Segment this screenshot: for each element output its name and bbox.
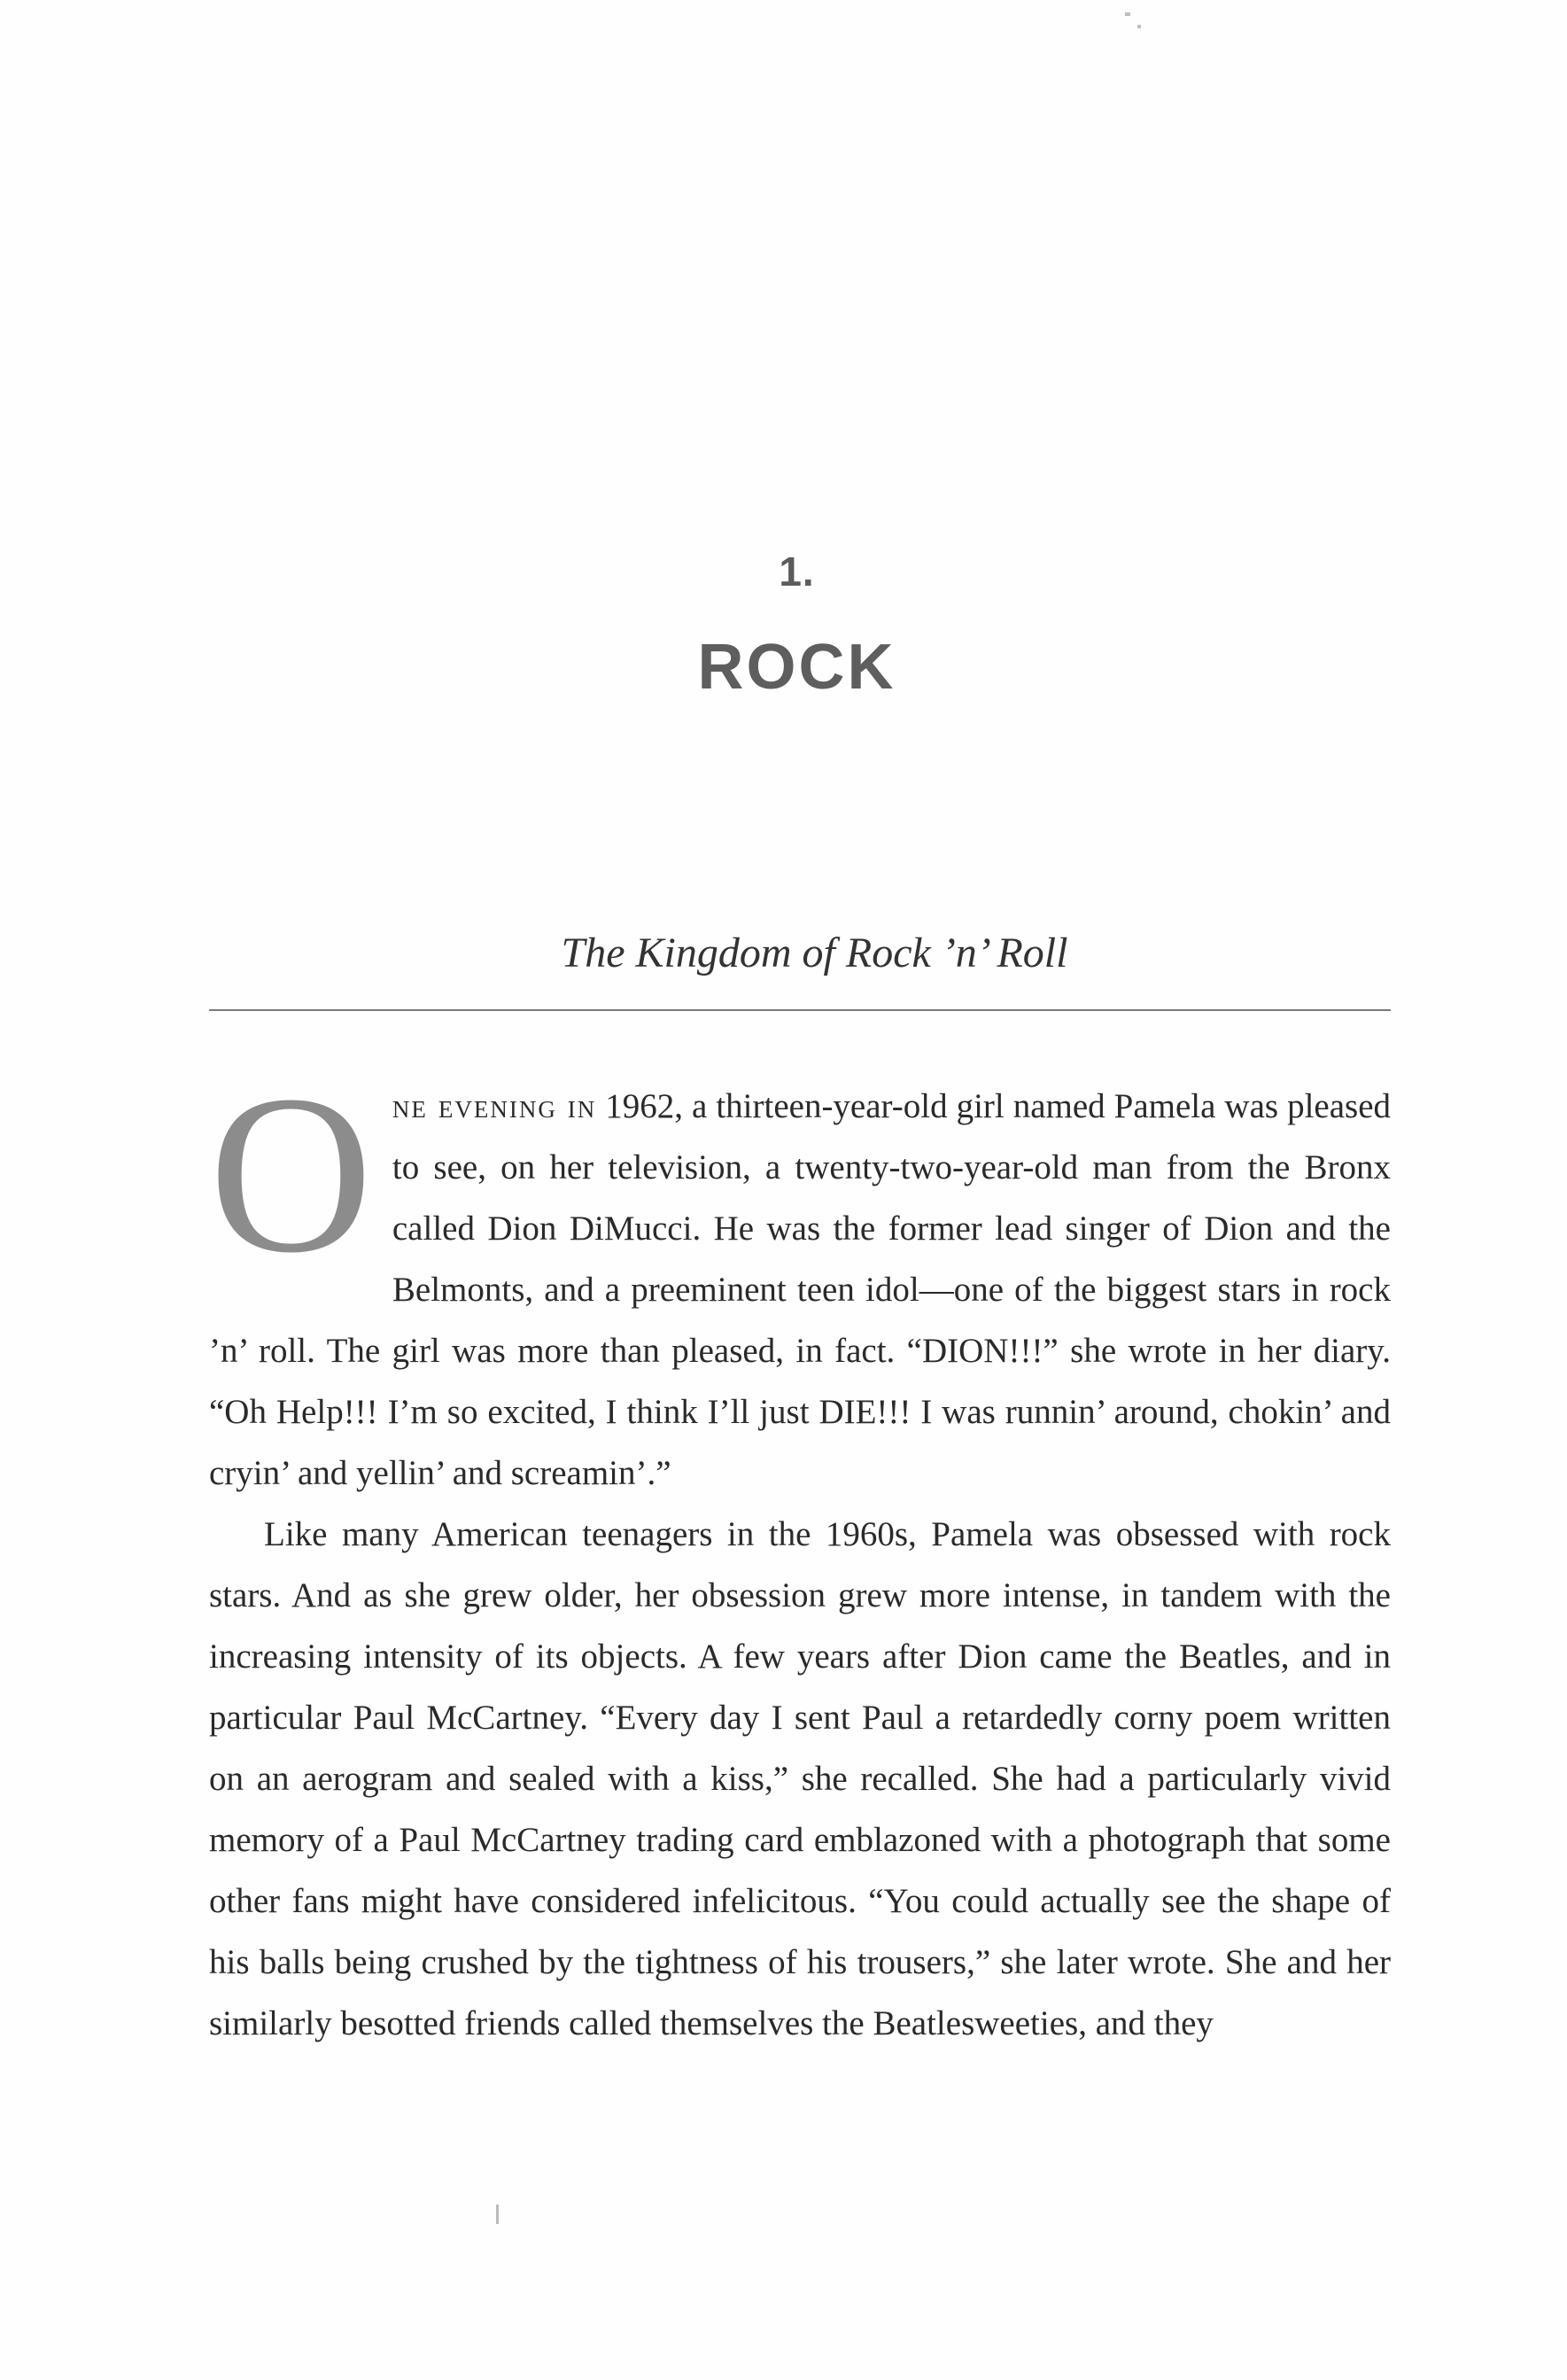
section-divider [209,1009,1391,1011]
paragraph-2: Like many American teenagers in the 1960s, Pamela was obsessed with rock stars. And as she grew older, her obsession grew more intense, in tandem with the increasing intensity of its objects. A few years after Dion came the Beatles, and in particular Paul McCartney. “Every day I sent Paul a retardedly corny poem written on an aerogram and sealed with a kiss,” she recalled. She had a particularly vivid memory of a Paul McCartney trading card emblazoned with a photograph that some other fans might have considered infelicitous. “You could actually see the shape of his balls being crushed by the tightness of his trousers,” she later wrote. She and her similarly besotted friends called themselves the Beatlesweeties, and they [209,1515,1391,2042]
scan-speck [496,2205,499,2224]
chapter-title: ROCK [697,632,896,703]
scan-speck [1137,25,1141,28]
scan-speck [1125,12,1130,16]
opening-smallcaps: ne evening in [392,1087,597,1125]
chapter-number: 1. [779,548,815,595]
drop-cap: O [209,1049,373,1300]
paragraph-1-text: 1962, a thirteen-year-old girl named Pamela was pleased to see, on her television, a twenty-two-year-old man from the Bronx called Dion DiMucci. He was the former lead singer of Dion and the Belmonts, and a preeminent teen idol—one of the biggest stars in rock ’n’ roll. The girl was more than pleased, in fact. “DION!!!” she wrote in her diary. “Oh Help!!! I’m so excited, I think I’ll just DIE!!! I was runnin’ around, chokin’ and cryin’ and yellin’ and screamin’.” [209,1087,1392,1492]
body-text [209,1049,1392,2054]
paragraph-1 [209,1049,1392,1504]
section-heading: The Kingdom of Rock ’n’ Roll [561,929,1068,976]
